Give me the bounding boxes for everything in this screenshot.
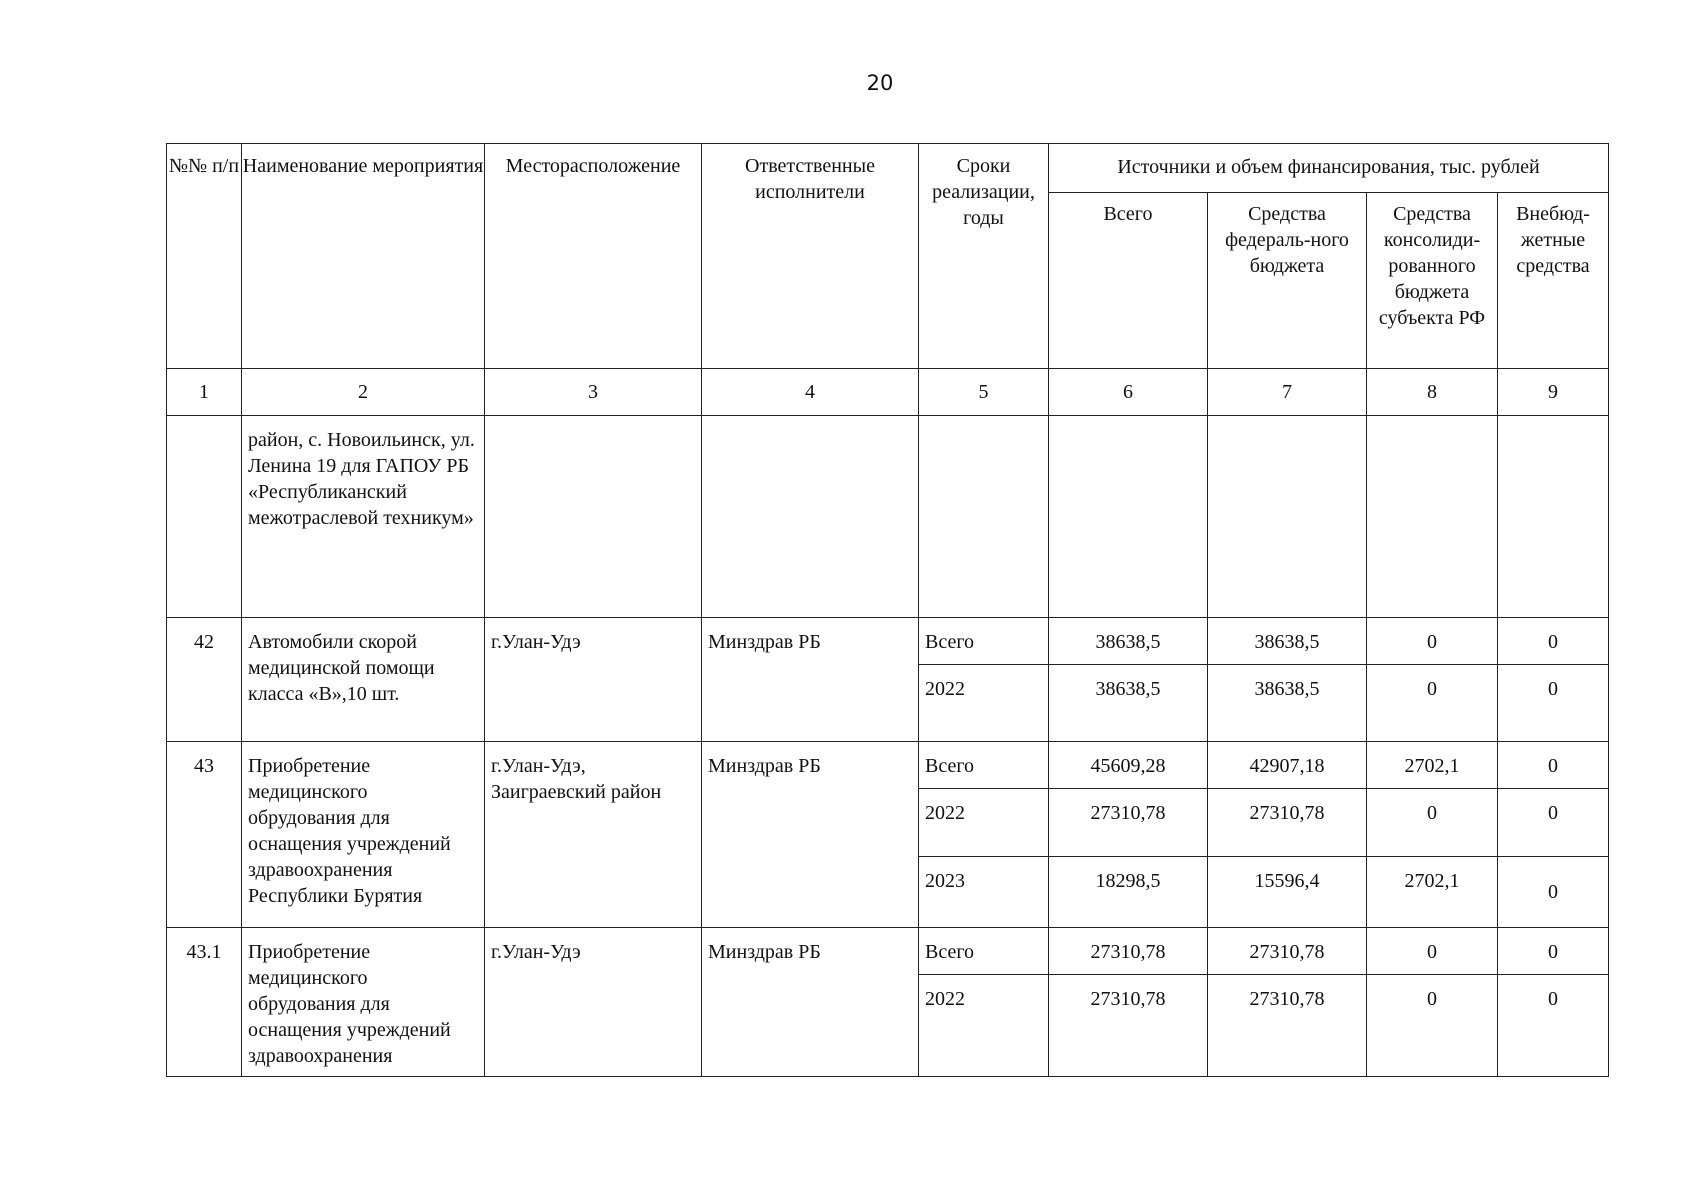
column-number: 7 bbox=[1208, 369, 1367, 416]
column-number: 8 bbox=[1367, 369, 1498, 416]
header-location: Месторасположение bbox=[485, 144, 702, 369]
continuation-name: район, с. Новоильинск, ул. Ленина 19 для ГАПОУ РБ «Республиканский межотраслевой техникум» bbox=[242, 416, 485, 618]
value-total: 27310,78 bbox=[1049, 928, 1208, 975]
column-number: 2 bbox=[242, 369, 485, 416]
value-federal: 27310,78 bbox=[1208, 789, 1367, 857]
value-federal: 27310,78 bbox=[1208, 928, 1367, 975]
value-extrabudget: 0 bbox=[1498, 928, 1609, 975]
header-federal: Средства федераль-ного бюджета bbox=[1208, 193, 1367, 369]
value-regional: 0 bbox=[1367, 975, 1498, 1077]
period-label: 2023 bbox=[919, 857, 1049, 928]
value-total: 38638,5 bbox=[1049, 665, 1208, 742]
header-number: №№ п/п bbox=[167, 144, 242, 369]
row-executor: Минздрав РБ bbox=[702, 742, 919, 928]
period-label: Всего bbox=[919, 618, 1049, 665]
value-total: 38638,5 bbox=[1049, 618, 1208, 665]
table-row bbox=[167, 742, 1609, 789]
row-location: г.Улан-Удэ bbox=[485, 618, 702, 742]
value-extrabudget: 0 bbox=[1498, 857, 1609, 928]
value-regional: 2702,1 bbox=[1367, 857, 1498, 928]
value-regional: 0 bbox=[1367, 665, 1498, 742]
value-regional: 0 bbox=[1367, 789, 1498, 857]
value-regional: 2702,1 bbox=[1367, 742, 1498, 789]
header-executors: Ответственные исполнители bbox=[702, 144, 919, 369]
header-extrabudget: Внебюд-жетные средства bbox=[1498, 193, 1609, 369]
header-financing-group: Источники и объем финансирования, тыс. рублей bbox=[1049, 144, 1609, 193]
period-label: 2022 bbox=[919, 975, 1049, 1077]
row-location: г.Улан-Удэ, Заиграевский район bbox=[485, 742, 702, 928]
value-federal: 38638,5 bbox=[1208, 618, 1367, 665]
row-number: 43.1 bbox=[167, 928, 242, 1077]
column-number: 6 bbox=[1049, 369, 1208, 416]
period-label: Всего bbox=[919, 742, 1049, 789]
column-number: 1 bbox=[167, 369, 242, 416]
column-numbers-row bbox=[167, 369, 1609, 416]
value-total: 18298,5 bbox=[1049, 857, 1208, 928]
row-name: Приобретение медицинского обрудования для оснащения учреждений здравоохранения bbox=[242, 928, 485, 1077]
row-name: Приобретение медицинского обрудования для оснащения учреждений здравоохранения Республики Бурятия bbox=[242, 742, 485, 928]
period-label: Всего bbox=[919, 928, 1049, 975]
value-federal: 15596,4 bbox=[1208, 857, 1367, 928]
header-period: Сроки реализации, годы bbox=[919, 144, 1049, 369]
header-row-top bbox=[167, 144, 1609, 193]
table-row bbox=[167, 928, 1609, 975]
column-number: 3 bbox=[485, 369, 702, 416]
value-extrabudget: 0 bbox=[1498, 742, 1609, 789]
value-regional: 0 bbox=[1367, 928, 1498, 975]
value-federal: 38638,5 bbox=[1208, 665, 1367, 742]
continuation-row bbox=[167, 416, 1609, 618]
row-name: Автомобили скорой медицинской помощи класса «В»,10 шт. bbox=[242, 618, 485, 742]
value-total: 27310,78 bbox=[1049, 789, 1208, 857]
page-number: 20 bbox=[866, 71, 894, 95]
row-number: 42 bbox=[167, 618, 242, 742]
value-total: 45609,28 bbox=[1049, 742, 1208, 789]
header-name: Наименование мероприятия bbox=[242, 144, 485, 369]
row-executor: Минздрав РБ bbox=[702, 618, 919, 742]
table-row bbox=[167, 618, 1609, 665]
row-number: 43 bbox=[167, 742, 242, 928]
row-executor: Минздрав РБ bbox=[702, 928, 919, 1077]
value-federal: 27310,78 bbox=[1208, 975, 1367, 1077]
value-extrabudget: 0 bbox=[1498, 665, 1609, 742]
column-number: 9 bbox=[1498, 369, 1609, 416]
header-total: Всего bbox=[1049, 193, 1208, 369]
period-label: 2022 bbox=[919, 789, 1049, 857]
value-federal: 42907,18 bbox=[1208, 742, 1367, 789]
value-extrabudget: 0 bbox=[1498, 618, 1609, 665]
value-regional: 0 bbox=[1367, 618, 1498, 665]
financing-table bbox=[166, 143, 1609, 1077]
period-label: 2022 bbox=[919, 665, 1049, 742]
header-regional: Средства консолиди-рованного бюджета субъекта РФ bbox=[1367, 193, 1498, 369]
value-extrabudget: 0 bbox=[1498, 789, 1609, 857]
value-total: 27310,78 bbox=[1049, 975, 1208, 1077]
column-number: 5 bbox=[919, 369, 1049, 416]
value-extrabudget: 0 bbox=[1498, 975, 1609, 1077]
row-location: г.Улан-Удэ bbox=[485, 928, 702, 1077]
column-number: 4 bbox=[702, 369, 919, 416]
